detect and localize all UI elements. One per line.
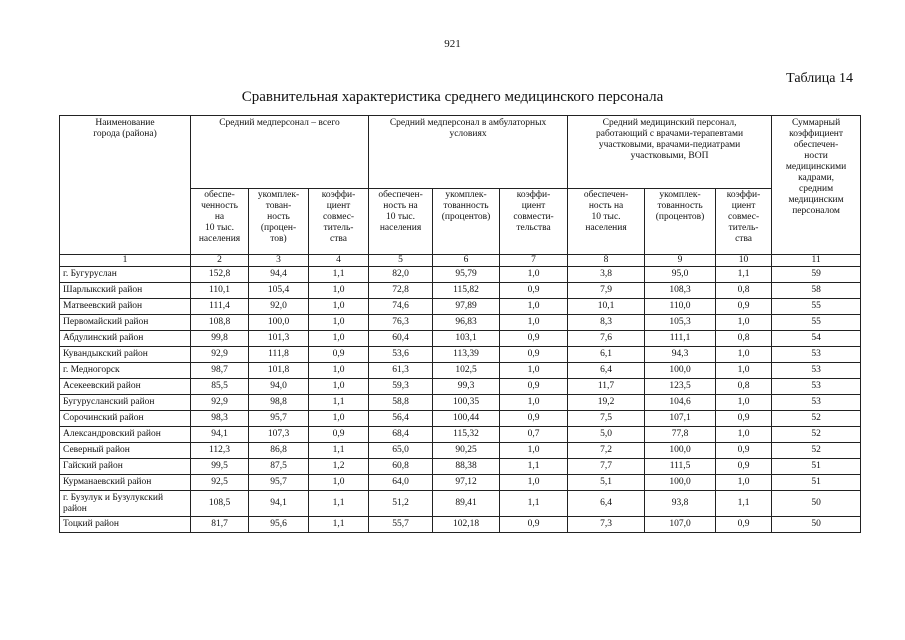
column-number: 7 [500,255,568,267]
value-cell: 59,3 [369,379,433,395]
region-name-cell: Матвеевский район [60,299,191,315]
value-cell: 1,0 [309,379,369,395]
value-cell: 107,0 [645,517,716,533]
region-name-cell: Первомайский район [60,315,191,331]
value-cell: 76,3 [369,315,433,331]
value-cell: 89,41 [433,491,500,517]
value-cell: 98,3 [191,411,249,427]
value-cell: 0,9 [716,411,772,427]
value-cell: 1,0 [500,395,568,411]
value-cell: 105,3 [645,315,716,331]
header-sub-provision: обеспечен- ность на 10 тыс. населения [369,189,433,255]
table-row [60,517,861,533]
value-cell: 90,25 [433,443,500,459]
value-cell: 1,0 [309,283,369,299]
value-cell: 1,0 [716,347,772,363]
column-number: 4 [309,255,369,267]
table-body [60,267,861,533]
value-cell: 152,8 [191,267,249,283]
value-cell: 92,0 [249,299,309,315]
value-cell: 115,32 [433,427,500,443]
value-cell: 58 [772,283,861,299]
value-cell: 74,6 [369,299,433,315]
value-cell: 101,8 [249,363,309,379]
table-row [60,427,861,443]
value-cell: 104,6 [645,395,716,411]
region-name-cell: Кувандыкский район [60,347,191,363]
table-row [60,459,861,475]
value-cell: 53 [772,379,861,395]
column-number: 11 [772,255,861,267]
header-sub-provision: обеспечен- ность на 10 тыс. населения [568,189,645,255]
value-cell: 111,8 [249,347,309,363]
value-cell: 111,5 [645,459,716,475]
value-cell: 113,39 [433,347,500,363]
column-number-row [60,255,861,267]
value-cell: 1,1 [309,267,369,283]
header-name-column: Наименование города (района) [60,116,191,255]
value-cell: 1,0 [309,475,369,491]
header-sub-provision: обеспе- ченность на 10 тыс. населения [191,189,249,255]
value-cell: 108,3 [645,283,716,299]
table-row [60,299,861,315]
value-cell: 59 [772,267,861,283]
column-number: 5 [369,255,433,267]
table-header [60,116,861,267]
value-cell: 97,12 [433,475,500,491]
value-cell: 53,6 [369,347,433,363]
value-cell: 7,2 [568,443,645,459]
value-cell: 99,8 [191,331,249,347]
value-cell: 100,0 [645,475,716,491]
header-sub-staffing: укомплек- тованность (процентов) [433,189,500,255]
value-cell: 81,7 [191,517,249,533]
value-cell: 99,5 [191,459,249,475]
value-cell: 0,7 [500,427,568,443]
value-cell: 85,5 [191,379,249,395]
value-cell: 60,8 [369,459,433,475]
value-cell: 101,3 [249,331,309,347]
value-cell: 65,0 [369,443,433,459]
value-cell: 5,0 [568,427,645,443]
value-cell: 108,8 [191,315,249,331]
value-cell: 1,1 [309,443,369,459]
column-number: 9 [645,255,716,267]
value-cell: 7,6 [568,331,645,347]
value-cell: 1,0 [309,411,369,427]
value-cell: 53 [772,395,861,411]
value-cell: 0,8 [716,331,772,347]
value-cell: 1,1 [309,491,369,517]
value-cell: 0,8 [716,283,772,299]
value-cell: 1,0 [309,363,369,379]
value-cell: 96,83 [433,315,500,331]
header-group-therapists: Средний медицинский персонал, работающий с врачами-терапевтами участковыми, врачами-педиатрами участковыми, ВОП [568,116,772,189]
value-cell: 107,3 [249,427,309,443]
value-cell: 68,4 [369,427,433,443]
value-cell: 0,9 [716,299,772,315]
value-cell: 0,9 [716,459,772,475]
value-cell: 0,9 [500,379,568,395]
region-name-cell: г. Медногорск [60,363,191,379]
value-cell: 54 [772,331,861,347]
value-cell: 102,5 [433,363,500,379]
value-cell: 1,0 [309,299,369,315]
table-row [60,475,861,491]
value-cell: 3,8 [568,267,645,283]
value-cell: 98,8 [249,395,309,411]
value-cell: 72,8 [369,283,433,299]
value-cell: 98,7 [191,363,249,379]
region-name-cell: Асекеевский район [60,379,191,395]
value-cell: 7,3 [568,517,645,533]
value-cell: 55,7 [369,517,433,533]
table-row [60,491,861,517]
value-cell: 52 [772,411,861,427]
value-cell: 56,4 [369,411,433,427]
region-name-cell: Тоцкий район [60,517,191,533]
value-cell: 60,4 [369,331,433,347]
header-sub-coefficient: коэффи- циент совмести- тельства [500,189,568,255]
value-cell: 0,9 [500,517,568,533]
value-cell: 50 [772,517,861,533]
value-cell: 52 [772,443,861,459]
column-number: 8 [568,255,645,267]
value-cell: 1,0 [500,267,568,283]
header-group-total: Средний медперсонал – всего [191,116,369,189]
value-cell: 92,5 [191,475,249,491]
value-cell: 99,3 [433,379,500,395]
value-cell: 6,1 [568,347,645,363]
value-cell: 95,7 [249,475,309,491]
value-cell: 92,9 [191,347,249,363]
value-cell: 88,38 [433,459,500,475]
value-cell: 0,9 [500,283,568,299]
region-name-cell: г. Бузулук и Бузулукский район [60,491,191,517]
region-name-cell: Бугурусланский район [60,395,191,411]
value-cell: 0,9 [500,331,568,347]
table-row [60,379,861,395]
column-number: 6 [433,255,500,267]
value-cell: 100,44 [433,411,500,427]
value-cell: 100,0 [645,443,716,459]
column-number: 3 [249,255,309,267]
value-cell: 7,9 [568,283,645,299]
value-cell: 94,0 [249,379,309,395]
value-cell: 0,9 [716,517,772,533]
region-name-cell: Северный район [60,443,191,459]
region-name-cell: г. Бугуруслан [60,267,191,283]
value-cell: 61,3 [369,363,433,379]
value-cell: 5,1 [568,475,645,491]
value-cell: 1,0 [500,363,568,379]
value-cell: 1,1 [500,491,568,517]
value-cell: 1,0 [716,427,772,443]
value-cell: 1,0 [716,475,772,491]
value-cell: 1,0 [500,315,568,331]
value-cell: 102,18 [433,517,500,533]
value-cell: 51 [772,459,861,475]
table-row [60,283,861,299]
value-cell: 100,35 [433,395,500,411]
value-cell: 51,2 [369,491,433,517]
value-cell: 111,1 [645,331,716,347]
value-cell: 92,9 [191,395,249,411]
value-cell: 10,1 [568,299,645,315]
value-cell: 1,0 [500,443,568,459]
value-cell: 1,1 [500,459,568,475]
value-cell: 50 [772,491,861,517]
value-cell: 1,0 [309,331,369,347]
region-name-cell: Гайский район [60,459,191,475]
value-cell: 94,3 [645,347,716,363]
value-cell: 95,0 [645,267,716,283]
value-cell: 100,0 [249,315,309,331]
value-cell: 1,0 [309,315,369,331]
value-cell: 1,1 [716,267,772,283]
value-cell: 93,8 [645,491,716,517]
region-name-cell: Шарлыкский район [60,283,191,299]
value-cell: 0,9 [309,427,369,443]
value-cell: 103,1 [433,331,500,347]
value-cell: 8,3 [568,315,645,331]
value-cell: 100,0 [645,363,716,379]
header-summary-column: Суммарный коэффициент обеспечен- ности медицинскими кадрами, средним медицинским персоналом [772,116,861,255]
value-cell: 53 [772,347,861,363]
value-cell: 0,8 [716,379,772,395]
table-row [60,363,861,379]
staffing-table [59,115,861,533]
value-cell: 0,9 [500,347,568,363]
value-cell: 1,1 [716,491,772,517]
column-number: 2 [191,255,249,267]
value-cell: 123,5 [645,379,716,395]
value-cell: 1,1 [309,517,369,533]
value-cell: 7,5 [568,411,645,427]
column-number: 1 [60,255,191,267]
value-cell: 115,82 [433,283,500,299]
header-sub-staffing: укомплек- тован- ность (процен- тов) [249,189,309,255]
value-cell: 95,79 [433,267,500,283]
value-cell: 82,0 [369,267,433,283]
value-cell: 0,9 [716,443,772,459]
value-cell: 64,0 [369,475,433,491]
value-cell: 53 [772,363,861,379]
region-name-cell: Курманаевский район [60,475,191,491]
value-cell: 108,5 [191,491,249,517]
value-cell: 1,1 [309,395,369,411]
value-cell: 86,8 [249,443,309,459]
value-cell: 1,2 [309,459,369,475]
value-cell: 6,4 [568,363,645,379]
value-cell: 1,0 [500,299,568,315]
table-label: Таблица 14 [786,71,853,86]
value-cell: 19,2 [568,395,645,411]
region-name-cell: Сорочинский район [60,411,191,427]
value-cell: 51 [772,475,861,491]
value-cell: 105,4 [249,283,309,299]
value-cell: 58,8 [369,395,433,411]
value-cell: 55 [772,299,861,315]
region-name-cell: Александровский район [60,427,191,443]
value-cell: 94,4 [249,267,309,283]
header-group-ambulatory: Средний медперсонал в амбулаторных условиях [369,116,568,189]
value-cell: 94,1 [191,427,249,443]
value-cell: 1,0 [716,363,772,379]
region-name-cell: Абдулинский район [60,331,191,347]
table-row [60,331,861,347]
value-cell: 97,89 [433,299,500,315]
value-cell: 0,9 [500,411,568,427]
table-row [60,395,861,411]
value-cell: 1,0 [716,315,772,331]
value-cell: 95,6 [249,517,309,533]
column-number: 10 [716,255,772,267]
value-cell: 110,1 [191,283,249,299]
value-cell: 111,4 [191,299,249,315]
value-cell: 1,0 [716,395,772,411]
table-row [60,443,861,459]
value-cell: 110,0 [645,299,716,315]
table-row [60,411,861,427]
value-cell: 7,7 [568,459,645,475]
value-cell: 0,9 [309,347,369,363]
header-sub-coefficient: коэффи- циент совмес- титель- ства [309,189,369,255]
value-cell: 55 [772,315,861,331]
page-number: 921 [444,38,461,50]
value-cell: 87,5 [249,459,309,475]
value-cell: 11,7 [568,379,645,395]
table-row [60,267,861,283]
value-cell: 112,3 [191,443,249,459]
value-cell: 94,1 [249,491,309,517]
header-sub-staffing: укомплек- тованность (процентов) [645,189,716,255]
value-cell: 107,1 [645,411,716,427]
value-cell: 6,4 [568,491,645,517]
value-cell: 52 [772,427,861,443]
value-cell: 1,0 [500,475,568,491]
value-cell: 77,8 [645,427,716,443]
table-row [60,315,861,331]
value-cell: 95,7 [249,411,309,427]
document-title: Сравнительная характеристика среднего медицинского персонала [241,89,664,105]
header-sub-coefficient: коэффи- циент совмес- титель- ства [716,189,772,255]
table-row [60,347,861,363]
